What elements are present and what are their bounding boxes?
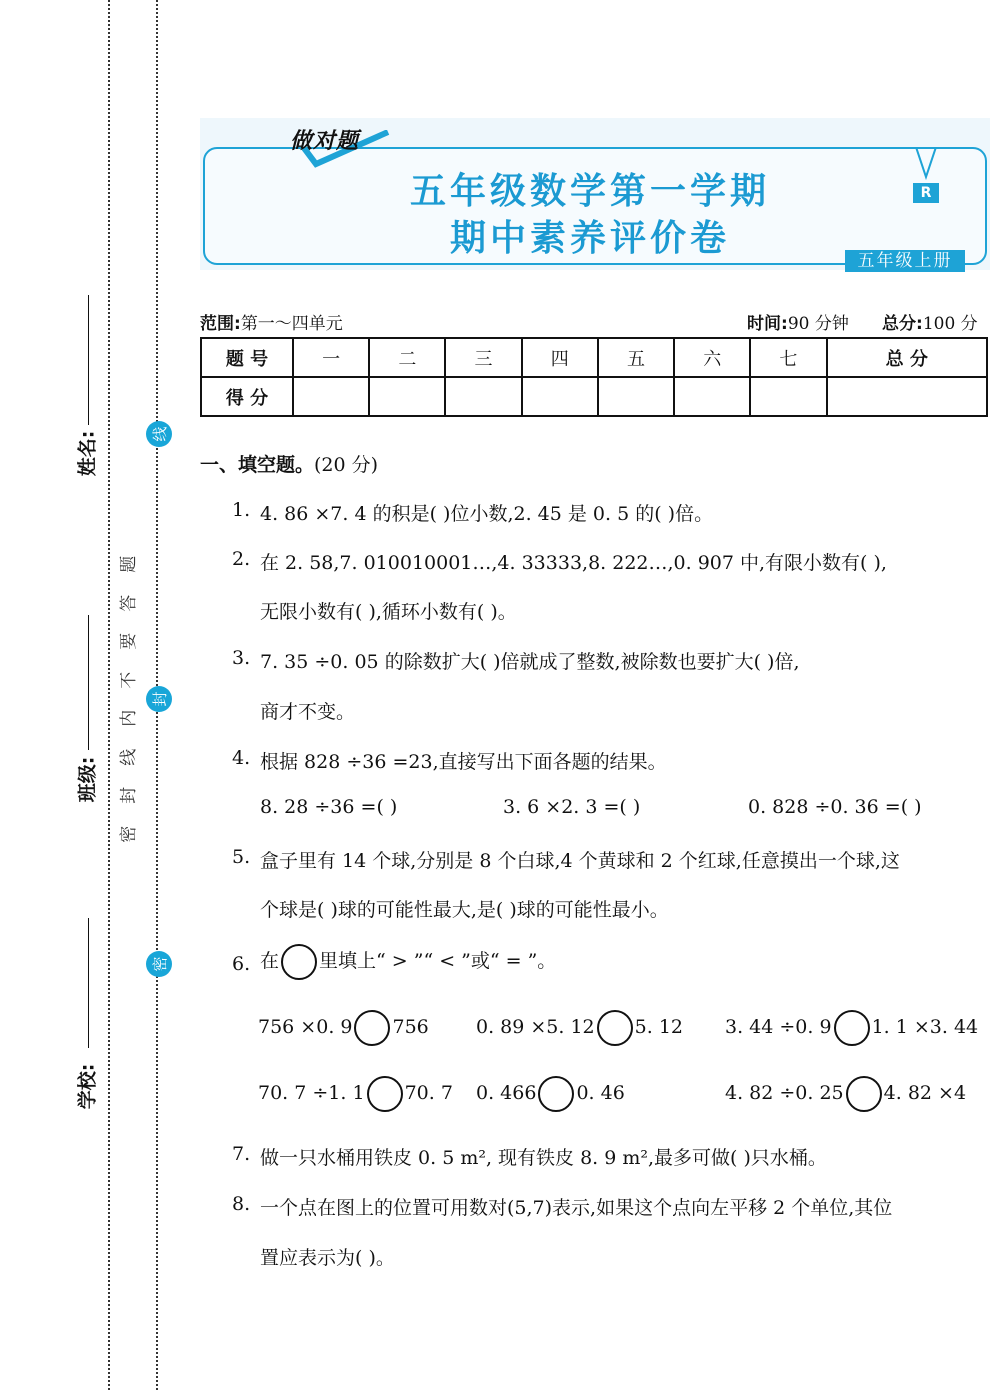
scope-info [200, 309, 343, 334]
school-label: 学校: [76, 1063, 99, 1110]
compare-circle[interactable] [538, 1076, 574, 1112]
compare-circle[interactable] [834, 1010, 870, 1046]
question-4-line1: 根据 828 ÷36 =23,直接写出下面各题的结果。 [260, 751, 667, 773]
total-info [882, 309, 978, 334]
question-5-line1: 盒子里有 14 个球,分别是 8 个白球,4 个黄球和 2 个红球,任意摸出一个球,这 [260, 850, 900, 872]
table-header-cell: 题 号 [201, 338, 293, 377]
table-row [201, 377, 987, 416]
name-label: 姓名: [76, 430, 99, 477]
score-cell[interactable] [445, 377, 521, 416]
question-number: 5. [232, 846, 251, 868]
time-value: 90 分钟 [787, 314, 849, 334]
compare-circle[interactable] [597, 1010, 633, 1046]
score-cell[interactable] [522, 377, 598, 416]
table-header-cell: 六 [674, 338, 750, 377]
binding-dotted-line-left [108, 0, 110, 1390]
class-field-line[interactable] [88, 615, 89, 750]
compare-circle[interactable] [367, 1076, 403, 1112]
score-cell[interactable] [598, 377, 674, 416]
score-cell[interactable] [293, 377, 369, 416]
compare-item: 4. 82 ÷0. 25 4. 82 ×4 [725, 1076, 966, 1112]
compare-circle[interactable] [846, 1076, 882, 1112]
score-table [200, 337, 988, 417]
section-title: 一、填空题。(20 分) [200, 454, 379, 476]
question-number: 1. [232, 499, 251, 521]
question-2-line2: 无限小数有( ),循环小数有( )。 [260, 601, 517, 623]
compare-item: 0. 466 0. 46 [476, 1076, 625, 1112]
table-row-label: 得 分 [201, 377, 293, 416]
ribbon-icon [913, 147, 939, 185]
grade-tag: 五年级上册 [845, 250, 965, 272]
question-8-line1: 一个点在图上的位置可用数对(5,7)表示,如果这个点向左平移 2 个单位,其位 [260, 1197, 893, 1219]
table-header-cell: 一 [293, 338, 369, 377]
question-1: 4. 86 ×7. 4 的积是( )位小数,2. 45 是 0. 5 的( )倍。 [260, 503, 714, 525]
score-cell[interactable] [674, 377, 750, 416]
question-3-line2: 商才不变。 [260, 701, 356, 723]
question-number: 2. [232, 548, 251, 570]
question-6-prompt: 在 里填上“ > ”“ < ”或“ = ”。 [260, 944, 556, 980]
edition-badge: R [913, 183, 939, 203]
table-header-cell: 五 [598, 338, 674, 377]
time-info [747, 309, 849, 334]
total-label: 总分: [882, 314, 923, 334]
seal-warning-text: 题 答 要 不 内 线 封 密 [118, 555, 139, 843]
compare-circle[interactable] [354, 1010, 390, 1046]
compare-item: 756 ×0. 9 756 [258, 1010, 429, 1046]
score-cell[interactable] [827, 377, 987, 416]
question-number: 8. [232, 1193, 251, 1215]
score-cell[interactable] [369, 377, 445, 416]
question-number: 6. [232, 953, 251, 975]
question-8-line2: 置应表示为( )。 [260, 1247, 395, 1269]
table-header-cell: 七 [750, 338, 826, 377]
seal-circle-seal: 封 [146, 686, 172, 712]
question-5-line2: 个球是( )球的可能性最大,是( )球的可能性最小。 [260, 899, 669, 921]
page-title-line1: 五年级数学第一学期 [409, 171, 770, 212]
table-header-cell: 二 [369, 338, 445, 377]
scope-value: 第一～四单元 [240, 314, 343, 334]
question-7: 做一只水桶用铁皮 0. 5 m², 现有铁皮 8. 9 m²,最多可做( )只水桶。 [260, 1147, 827, 1169]
table-header-cell: 三 [445, 338, 521, 377]
compare-item: 70. 7 ÷1. 1 70. 7 [258, 1076, 453, 1112]
seal-circle-secret: 密 [146, 951, 172, 977]
question-4-item3: 0. 828 ÷0. 36 =( ) [748, 796, 922, 818]
seal-circle-line: 线 [146, 421, 172, 447]
time-label: 时间: [747, 314, 788, 334]
total-value: 100 分 [922, 314, 978, 334]
scope-label: 范围: [200, 314, 241, 334]
page-title-line2: 期中素养评价卷 [449, 218, 730, 259]
compare-item: 0. 89 ×5. 12 5. 12 [476, 1010, 683, 1046]
table-row [201, 338, 987, 377]
compare-item: 3. 44 ÷0. 9 1. 1 ×3. 44 [725, 1010, 978, 1046]
class-label: 班级: [76, 756, 99, 803]
question-2-line1: 在 2. 58,7. 010010001…,4. 33333,8. 222…,0. 907 中,有限小数有( ), [260, 552, 887, 574]
question-number: 7. [232, 1143, 251, 1165]
question-4-item1: 8. 28 ÷36 =( ) [260, 796, 398, 818]
table-header-cell: 四 [522, 338, 598, 377]
table-header-cell: 总 分 [827, 338, 987, 377]
name-field-line[interactable] [88, 295, 89, 425]
compare-circle-example [281, 944, 317, 980]
question-number: 3. [232, 647, 251, 669]
question-3-line1: 7. 35 ÷0. 05 的除数扩大( )倍就成了整数,被除数也要扩大( )倍, [260, 651, 800, 673]
school-field-line[interactable] [88, 918, 89, 1048]
score-cell[interactable] [750, 377, 826, 416]
brand-logo: 做对题 [290, 129, 360, 154]
question-number: 4. [232, 747, 251, 769]
question-4-item2: 3. 6 ×2. 3 =( ) [503, 796, 641, 818]
